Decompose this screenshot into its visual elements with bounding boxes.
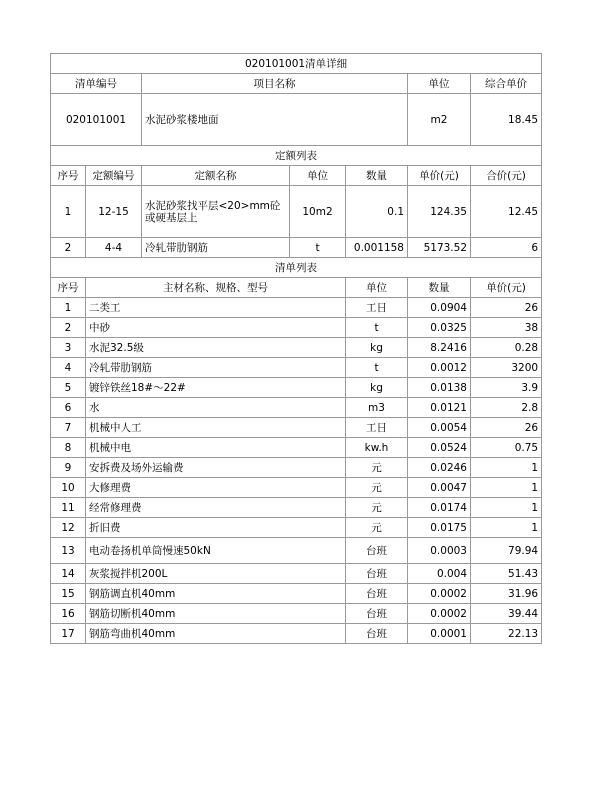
table-row: [51, 298, 542, 318]
material-seq: 12: [51, 518, 86, 538]
material-seq: 17: [51, 624, 86, 644]
material-unit: 台班: [346, 624, 408, 644]
quota-qty: 0.001158: [346, 238, 408, 258]
material-name: 安拆费及场外运输费: [86, 458, 346, 478]
quota-code: 12-15: [86, 186, 142, 238]
table-row: [51, 338, 542, 358]
material-qty: 0.0002: [408, 584, 471, 604]
material-name: 冷轧带肋钢筋: [86, 358, 346, 378]
material-name: 机械中电: [86, 438, 346, 458]
table-row: [51, 358, 542, 378]
material-seq: 1: [51, 298, 86, 318]
quota-total: 12.45: [471, 186, 542, 238]
material-seq: 15: [51, 584, 86, 604]
material-name: 钢筋调直机40mm: [86, 584, 346, 604]
material-seq: 4: [51, 358, 86, 378]
material-unit: 元: [346, 478, 408, 498]
quota-name: 冷轧带肋钢筋: [142, 238, 290, 258]
material-qty: 0.0246: [408, 458, 471, 478]
material-seq: 2: [51, 318, 86, 338]
quota-unit-header: 单位: [290, 166, 346, 186]
table-row: [51, 238, 542, 258]
bill-name-header: 项目名称: [142, 74, 408, 94]
bill-unit: m2: [408, 94, 471, 146]
material-name: 水泥32.5级: [86, 338, 346, 358]
material-price: 1: [471, 498, 542, 518]
material-unit: kg: [346, 378, 408, 398]
material-unit: 台班: [346, 538, 408, 564]
table-row: [51, 318, 542, 338]
material-price-header: 单价(元): [471, 278, 542, 298]
quota-seq: 2: [51, 238, 86, 258]
material-qty: 0.0002: [408, 604, 471, 624]
material-price: 0.75: [471, 438, 542, 458]
table-row: [51, 398, 542, 418]
material-seq: 5: [51, 378, 86, 398]
material-seq: 3: [51, 338, 86, 358]
material-unit: 元: [346, 498, 408, 518]
material-name: 大修理费: [86, 478, 346, 498]
material-qty: 8.2416: [408, 338, 471, 358]
material-seq-header: 序号: [51, 278, 86, 298]
material-price: 31.96: [471, 584, 542, 604]
bill-unit-price-header: 综合单价: [471, 74, 542, 94]
quota-total-header: 合价(元): [471, 166, 542, 186]
quota-section-title: 定额列表: [51, 146, 542, 166]
material-qty-header: 数量: [408, 278, 471, 298]
table-row: [51, 584, 542, 604]
quota-price-header: 单价(元): [408, 166, 471, 186]
table-row: [51, 518, 542, 538]
material-name-header: 主材名称、规格、型号: [86, 278, 346, 298]
material-unit: 元: [346, 518, 408, 538]
quota-price: 5173.52: [408, 238, 471, 258]
table-row: [51, 458, 542, 478]
table-row: [51, 478, 542, 498]
material-qty: 0.0524: [408, 438, 471, 458]
material-seq: 7: [51, 418, 86, 438]
material-name: 中砂: [86, 318, 346, 338]
material-seq: 9: [51, 458, 86, 478]
quota-qty-header: 数量: [346, 166, 408, 186]
material-seq: 13: [51, 538, 86, 564]
material-name: 电动卷扬机单筒慢速50kN: [86, 538, 346, 564]
material-qty: 0.0138: [408, 378, 471, 398]
list-section-title: 清单列表: [51, 258, 542, 278]
material-unit: m3: [346, 398, 408, 418]
bill-name: 水泥砂浆楼地面: [142, 94, 408, 146]
quota-seq-header: 序号: [51, 166, 86, 186]
material-qty: 0.0121: [408, 398, 471, 418]
material-name: 折旧费: [86, 518, 346, 538]
material-seq: 14: [51, 564, 86, 584]
material-price: 26: [471, 418, 542, 438]
bill-code: 020101001: [51, 94, 142, 146]
material-name: 经常修理费: [86, 498, 346, 518]
material-qty: 0.0904: [408, 298, 471, 318]
material-unit: t: [346, 358, 408, 378]
quota-total: 6: [471, 238, 542, 258]
quota-qty: 0.1: [346, 186, 408, 238]
table-row: [51, 498, 542, 518]
material-price: 39.44: [471, 604, 542, 624]
table-title: 020101001清单详细: [51, 54, 542, 74]
table-row: [51, 418, 542, 438]
material-name: 钢筋切断机40mm: [86, 604, 346, 624]
material-name: 二类工: [86, 298, 346, 318]
material-unit: kw.h: [346, 438, 408, 458]
material-seq: 8: [51, 438, 86, 458]
material-price: 2.8: [471, 398, 542, 418]
table-row: [51, 186, 542, 238]
material-seq: 11: [51, 498, 86, 518]
table-row: [51, 604, 542, 624]
material-price: 0.28: [471, 338, 542, 358]
quota-name-header: 定额名称: [142, 166, 290, 186]
material-qty: 0.0174: [408, 498, 471, 518]
material-qty: 0.0047: [408, 478, 471, 498]
table-row: [51, 438, 542, 458]
table-row: [51, 624, 542, 644]
material-unit: 元: [346, 458, 408, 478]
material-price: 1: [471, 518, 542, 538]
quota-price: 124.35: [408, 186, 471, 238]
material-name: 灰浆搅拌机200L: [86, 564, 346, 584]
material-price: 51.43: [471, 564, 542, 584]
quota-name: 水泥砂浆找平层<20>mm砼或硬基层上: [142, 186, 290, 238]
material-price: 1: [471, 478, 542, 498]
quota-seq: 1: [51, 186, 86, 238]
material-name: 水: [86, 398, 346, 418]
quota-unit: t: [290, 238, 346, 258]
material-unit: 台班: [346, 564, 408, 584]
material-unit-header: 单位: [346, 278, 408, 298]
table-row: [51, 538, 542, 564]
bill-detail-table: [50, 53, 542, 644]
material-qty: 0.0054: [408, 418, 471, 438]
material-price: 3200: [471, 358, 542, 378]
quota-code: 4-4: [86, 238, 142, 258]
material-name: 机械中人工: [86, 418, 346, 438]
material-unit: kg: [346, 338, 408, 358]
material-price: 1: [471, 458, 542, 478]
material-unit: 工日: [346, 418, 408, 438]
material-seq: 10: [51, 478, 86, 498]
material-qty: 0.0175: [408, 518, 471, 538]
material-unit: t: [346, 318, 408, 338]
material-unit: 台班: [346, 604, 408, 624]
material-qty: 0.0003: [408, 538, 471, 564]
material-qty: 0.004: [408, 564, 471, 584]
material-unit: 台班: [346, 584, 408, 604]
material-seq: 6: [51, 398, 86, 418]
bill-unit-price: 18.45: [471, 94, 542, 146]
material-qty: 0.0325: [408, 318, 471, 338]
material-price: 79.94: [471, 538, 542, 564]
material-unit: 工日: [346, 298, 408, 318]
quota-code-header: 定额编号: [86, 166, 142, 186]
material-price: 26: [471, 298, 542, 318]
material-seq: 16: [51, 604, 86, 624]
quota-unit: 10m2: [290, 186, 346, 238]
material-name: 镀锌铁丝18#～22#: [86, 378, 346, 398]
bill-unit-header: 单位: [408, 74, 471, 94]
material-name: 钢筋弯曲机40mm: [86, 624, 346, 644]
table-row: [51, 564, 542, 584]
material-price: 22.13: [471, 624, 542, 644]
table-row: [51, 378, 542, 398]
material-price: 3.9: [471, 378, 542, 398]
material-qty: 0.0001: [408, 624, 471, 644]
bill-code-header: 清单编号: [51, 74, 142, 94]
material-price: 38: [471, 318, 542, 338]
material-qty: 0.0012: [408, 358, 471, 378]
